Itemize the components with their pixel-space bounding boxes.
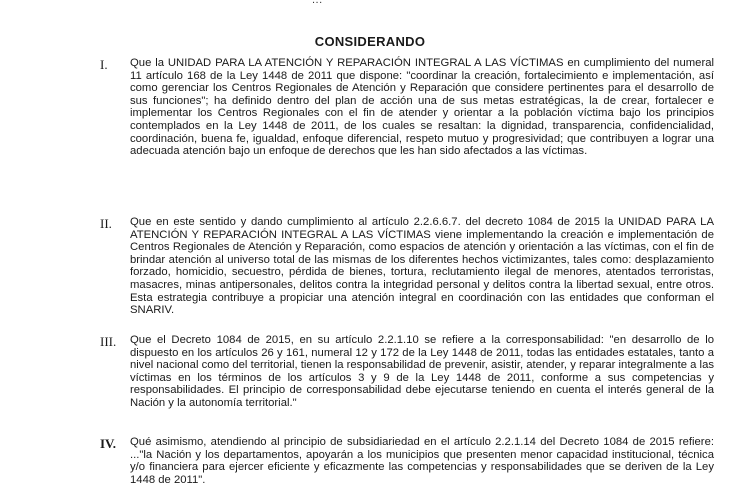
item-numeral: I. (100, 57, 108, 72)
item-numeral: IV. (100, 436, 117, 451)
header-fragment: ... (312, 0, 323, 6)
section-heading: CONSIDERANDO (314, 34, 426, 49)
item-text: Que la UNIDAD PARA LA ATENCIÓN Y REPARACIÓN INTEGRAL A LAS VÍCTIMAS en cumplimiento del numeral 11 artículo 168 de la Ley 1448 de 2011 que dispone: "coordinar la creación, fortalecimiento e implementación, así como gerenciar los Centros Regionales de Atención y Reparación que considere pertinentes para el desarrollo de sus funciones"; ha definido dentro del plan de acción una de sus metas estratégicas, la de crear, fortalecer e implementar los Centros Regionales con el fin de atender y orientar a la población víctima bajo los principios contemplados en la Ley 1448 de 2011, de los cuales se resaltan: la dignidad, transparencia, confidencialidad, coordinación, buena fe, igualdad, enfoque diferencial, respeto mutuo y progresividad; que contribuyen a lograr una adecuada atención bajo un enfoque de derechos que les han sido afectados a las víctimas. (130, 57, 714, 158)
item-text: Qué asimismo, atendiendo al principio de subsidiariedad en el artículo 2.2.1.14 del Decreto 1084 de 2015 refiere: ..."la Nación y los departamentos, apoyarán a los municipios que presenten menor capacidad institucional, técnica y/o financiera para ejercer eficiente y eficazmente las competencias y responsabilidades que se deriven de la Ley 1448 de 2011". (130, 436, 714, 486)
item-numeral: III. (100, 334, 117, 349)
item-numeral: II. (100, 216, 112, 231)
item-text: Que el Decreto 1084 de 2015, en su artículo 2.2.1.10 se refiere a la corresponsabilidad: "en desarrollo de lo dispuesto en los artículos 26 y 161, numeral 12 y 172 de la Ley 1448 de 2011, todas las entidades estatales, tanto a nivel nacional como del territorial, tienen la responsabilidad de prevenir, asistir, atender, y reparar integralmente a las víctimas en los términos de los artículos 3 y 9 de la Ley 1448 de 2011, conforme a sus competencias y responsabilidades. El principio de corresponsabilidad debe ejecutarse teniendo en cuenta el interés general de la Nación y la autonomía territorial." (130, 334, 714, 409)
item-text: Que en este sentido y dando cumplimiento al artículo 2.2.6.6.7. del decreto 1084 de 2015 la UNIDAD PARA LA ATENCIÓN Y REPARACIÓN INTEGRAL A LAS VÍCTIMAS viene implementando la creación e implementación de Centros Regionales de Atención y Reparación, como espacios de atención y orientación a las víctimas, con el fin de brindar atención al universo total de las mismas de los diferentes hechos victimizantes, tales como: desplazamiento forzado, homicidio, secuestro, pérdida de bienes, tortura, reclutamiento ilegal de menores, atentados terroristas, masacres, minas antipersonales, delitos contra la integridad personal y delitos contra la libertad sexual, entre otros. Esta estrategia contribuye a propiciar una atención integral en coordinación con las entidades que conforman el SNARIV. (130, 216, 714, 317)
